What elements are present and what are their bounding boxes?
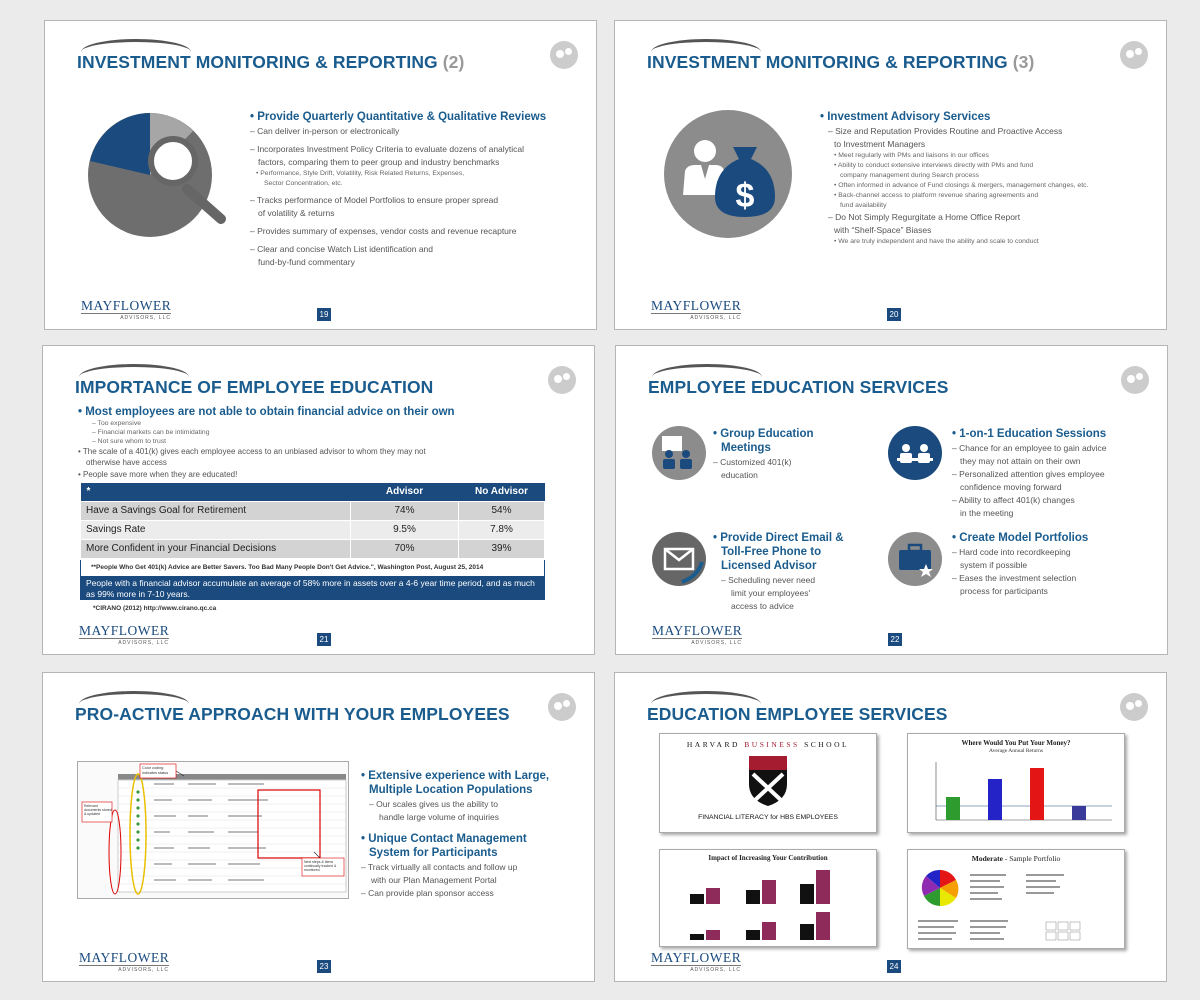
bullet-item: • We are truly independent and have the ability and scale to conduct [834, 238, 1039, 245]
table-cell: 70% [351, 539, 459, 558]
slide-title: EDUCATION EMPLOYEE SERVICES [647, 704, 948, 724]
table-header: No Advisor [459, 483, 545, 501]
advisor-comparison-table [80, 483, 545, 559]
bullet-item: factors, comparing them to peer group and industry benchmarks [258, 157, 500, 167]
contribution-chart-thumbnail [659, 849, 877, 947]
page-number: 21 [317, 633, 331, 646]
bullet-item: education [721, 470, 758, 480]
callout-label: Relevant documents stored & updated [84, 804, 112, 817]
table-cell: Savings Rate [81, 520, 351, 539]
callout-label: Color coding indicates status [142, 766, 169, 775]
bullet-item: company management during Search process [840, 172, 980, 179]
bullet-item: system if possible [960, 560, 1028, 570]
bullet-item: • People save more when they are educated! [78, 470, 238, 479]
moderate-portfolio-thumbnail [907, 849, 1125, 949]
bullet-heading: • 1-on-1 Education Sessions [952, 428, 1107, 440]
table-header: * [81, 483, 351, 501]
chart-bar [946, 797, 960, 820]
bullet-item: • Often informed in advance of Fund closings & mergers, management changes, etc. [834, 182, 1089, 189]
bullet-item: – Ability to affect 401(k) changes [952, 495, 1075, 505]
hbs-caption: FINANCIAL LITERACY for HBS EMPLOYEES [698, 814, 838, 821]
bullet-item: – Can deliver in-person or electronically [250, 126, 400, 136]
slide-title: INVESTMENT MONITORING & REPORTING (3) [647, 52, 1035, 72]
bullet-item: otherwise have access [86, 458, 167, 467]
svg-text:$: $ [735, 177, 755, 215]
bullet-heading: System for Participants [369, 847, 498, 859]
contribution-chart-title: Impact of Increasing Your Contribution [708, 854, 828, 862]
bullet-heading: • Provide Direct Email & [713, 532, 844, 544]
bullet-item: • Ability to conduct extensive interviews directly with PMs and fund [834, 162, 1034, 169]
corner-logo-icon [1120, 693, 1148, 721]
slide-23[interactable] [42, 672, 595, 982]
mayflower-logo: MAYFLOWER ADVISORS, LLC [651, 298, 742, 321]
bullet-item: with our Plan Management Portal [371, 875, 497, 885]
bullet-item: – Personalized attention gives employee [952, 469, 1105, 479]
bullet-item: Sector Concentration, etc. [264, 180, 343, 187]
bullet-item: process for participants [960, 586, 1048, 596]
table-row [81, 520, 545, 539]
bullet-item: – Hard code into recordkeeping [952, 547, 1071, 557]
mayflower-logo: MAYFLOWER ADVISORS, LLC [81, 298, 172, 321]
bullet-item: – Clear and concise Watch List identification and [250, 244, 434, 254]
contact-management-screenshot [77, 761, 349, 899]
page-number: 22 [888, 633, 902, 646]
money-chart-subtitle: Average Annual Returns [989, 748, 1043, 754]
bullet-heading: • Provide Quarterly Quantitative & Qualitative Reviews [250, 111, 547, 123]
table-cell: 54% [459, 501, 545, 520]
slide-20[interactable] [614, 20, 1167, 330]
slide-title: INVESTMENT MONITORING & REPORTING (2) [77, 52, 465, 72]
corner-logo-icon [1120, 41, 1148, 69]
bullet-item: – Our scales gives us the ability to [369, 799, 498, 809]
table-cell: 7.8% [459, 520, 545, 539]
bullet-item: – Track virtually all contacts and follow up [361, 862, 518, 872]
money-chart-thumbnail [907, 733, 1125, 833]
bullet-item: – Customized 401(k) [713, 457, 792, 467]
chart-bar [988, 779, 1002, 820]
chart-bar [1072, 806, 1086, 820]
corner-logo-icon [548, 366, 576, 394]
bullet-heading: • Create Model Portfolios [952, 532, 1089, 544]
bullet-item: – Can provide plan sponsor access [361, 888, 494, 898]
table-row [81, 539, 545, 558]
slide-title: IMPORTANCE OF EMPLOYEE EDUCATION [75, 377, 434, 397]
mayflower-logo: MAYFLOWER ADVISORS, LLC [79, 623, 170, 646]
hbs-thumbnail [659, 733, 877, 833]
slide-22[interactable] [615, 345, 1168, 655]
slide-19[interactable] [44, 20, 597, 330]
moderate-portfolio-title: Moderate - Sample Portfolio [971, 854, 1061, 863]
mayflower-logo: MAYFLOWER ADVISORS, LLC [79, 950, 170, 973]
bullet-item: they may not attain on their own [960, 456, 1081, 466]
bullet-item: • Meet regularly with PMs and liaisons in our offices [834, 152, 989, 159]
slide-title: EMPLOYEE EDUCATION SERVICES [648, 377, 949, 397]
bullet-heading: Toll-Free Phone to [721, 546, 822, 558]
bullet-item: to Investment Managers [834, 139, 926, 149]
bullet-heading: • Group Education [713, 428, 814, 440]
bullet-heading: • Most employees are not able to obtain financial advice on their own [78, 406, 455, 418]
bullet-item: – Too expensive [92, 420, 141, 427]
bullet-item: in the meeting [960, 508, 1014, 518]
table-cell: 74% [351, 501, 459, 520]
bullet-item: with “Shelf-Space” Biases [834, 225, 932, 235]
bullet-item: fund availability [840, 202, 887, 209]
group-meeting-icon [652, 426, 706, 480]
callout-label: Next steps & items continually tracked & monitored [304, 860, 337, 873]
table-summary: People with a financial advisor accumulate an average of 58% more in assets over a 4-6 year time period, and as much as 99% more in 7-10 years. [80, 576, 545, 600]
slide-title: PRO-ACTIVE APPROACH WITH YOUR EMPLOYEES [75, 704, 510, 724]
slide-24[interactable] [614, 672, 1167, 982]
bullet-item: handle large volume of inquiries [379, 812, 500, 822]
bullet-heading: • Investment Advisory Services [820, 111, 991, 123]
bullet-heading: • Unique Contact Management [361, 833, 527, 845]
hbs-shield-icon [747, 754, 789, 808]
corner-logo-icon [550, 41, 578, 69]
bullet-item: – Tracks performance of Model Portfolios to ensure proper spread [250, 195, 499, 205]
bullet-item: – Chance for an employee to gain advice [952, 443, 1107, 453]
briefcase-star-icon [888, 532, 942, 586]
bullet-item: of volatility & returns [258, 208, 335, 218]
corner-logo-icon [548, 693, 576, 721]
bullet-item: access to advice [731, 601, 794, 611]
slide-21[interactable] [42, 345, 595, 655]
money-chart-title: Where Would You Put Your Money? [961, 739, 1071, 747]
page-number: 24 [887, 960, 901, 973]
bullet-item: – Financial markets can be intimidating [92, 429, 210, 436]
one-on-one-icon [888, 426, 942, 480]
bullet-heading: • Extensive experience with Large, [361, 770, 550, 782]
bullet-item: – Size and Reputation Provides Routine and Proactive Access [828, 126, 1063, 136]
mayflower-logo: MAYFLOWER ADVISORS, LLC [652, 623, 743, 646]
table-footnote: **People Who Get 401(k) Advice are Better Savers. Too Bad Many People Don't Get Advice.", Washington Post, August 25, 2014 [80, 560, 545, 576]
table-cell: More Confident in your Financial Decisions [81, 539, 351, 558]
bullet-item: – Do Not Simply Regurgitate a Home Office Report [828, 212, 1021, 222]
source-citation: *CIRANO (2012) http://www.cirano.qc.ca [93, 605, 217, 612]
bullet-item: – Not sure whom to trust [92, 438, 167, 445]
bullet-heading: Meetings [721, 442, 771, 454]
page-number: 23 [317, 960, 331, 973]
email-icon [652, 532, 706, 586]
bullet-item: limit your employees' [731, 588, 811, 598]
page-number: 19 [317, 308, 331, 321]
bullet-item: • The scale of a 401(k) gives each employee access to an unbiased advisor to whom they may not [78, 447, 426, 456]
bullet-item: – Provides summary of expenses, vendor costs and revenue recapture [250, 226, 517, 236]
table-row [81, 501, 545, 520]
bullet-heading: Multiple Location Populations [369, 784, 533, 796]
table-cell: 9.5% [351, 520, 459, 539]
magnifier-pie-icon [85, 109, 235, 239]
bullet-item: – Scheduling never need [721, 575, 816, 585]
bullet-item: • Performance, Style Drift, Volatility, Risk Related Returns, Expenses, [256, 170, 465, 177]
table-header: Advisor [351, 483, 459, 501]
mayflower-logo: MAYFLOWER ADVISORS, LLC [651, 950, 742, 973]
bullet-item: • Back-channel access to platform revenue sharing agreements and [834, 192, 1039, 199]
bullet-heading: Licensed Advisor [721, 560, 817, 572]
table-cell: 39% [459, 539, 545, 558]
hbs-header: HARVARD BUSINESS SCHOOL [686, 740, 850, 749]
page-number: 20 [887, 308, 901, 321]
bullet-item: – Incorporates Investment Policy Criteria to evaluate dozens of analytical [250, 144, 525, 154]
bullet-item: fund-by-fund commentary [258, 257, 355, 267]
chart-bar [1030, 768, 1044, 820]
corner-logo-icon [1121, 366, 1149, 394]
table-cell: Have a Savings Goal for Retirement [81, 501, 351, 520]
bullet-item: confidence moving forward [960, 482, 1062, 492]
advisor-moneybag-icon [663, 109, 793, 239]
bullet-item: – Eases the investment selection [952, 573, 1077, 583]
